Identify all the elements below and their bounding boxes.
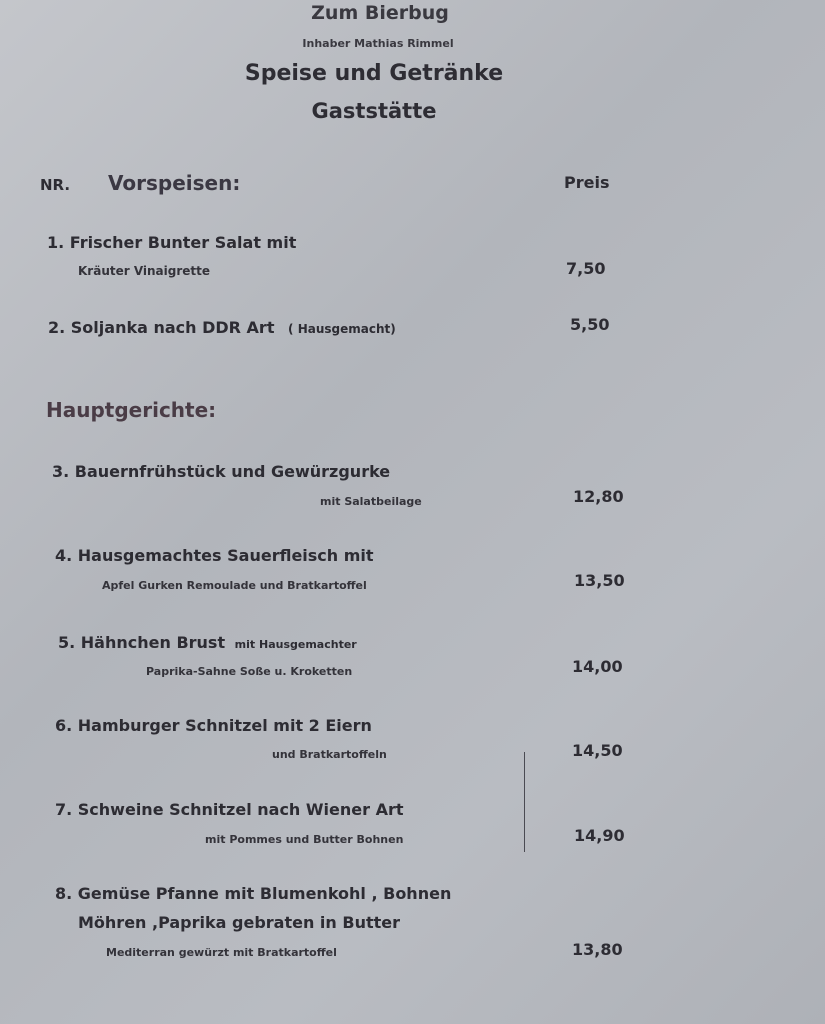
- nr-column-header: NR.: [40, 176, 71, 194]
- menu-title: Speise und Getränke: [244, 61, 504, 86]
- item-5-description: Paprika-Sahne Soße u. Kroketten: [146, 665, 353, 678]
- item-3-description: mit Salatbeilage: [320, 495, 422, 508]
- item-6-description: und Bratkartoffeln: [272, 748, 387, 761]
- item-6-title: 6. Hamburger Schnitzel mit 2 Eiern: [55, 716, 372, 735]
- item-1-title: 1. Frischer Bunter Salat mit: [47, 233, 297, 252]
- menu-subtitle: Gaststätte: [311, 99, 437, 123]
- price-column-header: Preis: [564, 173, 610, 192]
- item-8-title-line2: Möhren ,Paprika gebraten in Butter: [78, 913, 400, 932]
- item-7-description: mit Pommes und Butter Bohnen: [205, 833, 404, 846]
- item-3-title: 3. Bauernfrühstück und Gewürzgurke: [52, 462, 391, 481]
- item-3-price: 12,80: [573, 487, 624, 506]
- item-6-price: 14,50: [572, 741, 623, 760]
- item-5-title: [58, 633, 357, 652]
- item-5-price: 14,00: [572, 657, 623, 676]
- item-5-title-extra: mit Hausgemachter: [234, 638, 357, 651]
- pen-mark-divider: [524, 752, 525, 852]
- item-8-title: 8. Gemüse Pfanne mit Blumenkohl , Bohnen: [55, 884, 452, 903]
- item-4-title: 4. Hausgemachtes Sauerfleisch mit: [55, 546, 374, 565]
- restaurant-name: Zum Bierbug: [311, 2, 449, 24]
- item-1-description: Kräuter Vinaigrette: [78, 264, 211, 278]
- item-4-price: 13,50: [574, 571, 625, 590]
- item-2-title: [48, 318, 396, 337]
- section-mains: Hauptgerichte:: [46, 398, 217, 422]
- item-2-title-extra: ( Hausgemacht): [288, 322, 396, 336]
- item-7-title: 7. Schweine Schnitzel nach Wiener Art: [55, 800, 404, 819]
- section-starters: Vorspeisen:: [108, 171, 241, 195]
- item-8-price: 13,80: [572, 940, 623, 959]
- item-7-price: 14,90: [574, 826, 625, 845]
- item-1-price: 7,50: [566, 259, 606, 278]
- item-8-description: Mediterran gewürzt mit Bratkartoffel: [106, 946, 337, 959]
- item-2-price: 5,50: [570, 315, 610, 334]
- item-4-description: Apfel Gurken Remoulade und Bratkartoffel: [102, 579, 367, 592]
- item-5-title-main: 5. Hähnchen Brust: [58, 633, 226, 652]
- owner-line: Inhaber Mathias Rimmel: [302, 37, 454, 50]
- item-2-title-main: 2. Soljanka nach DDR Art: [48, 318, 275, 337]
